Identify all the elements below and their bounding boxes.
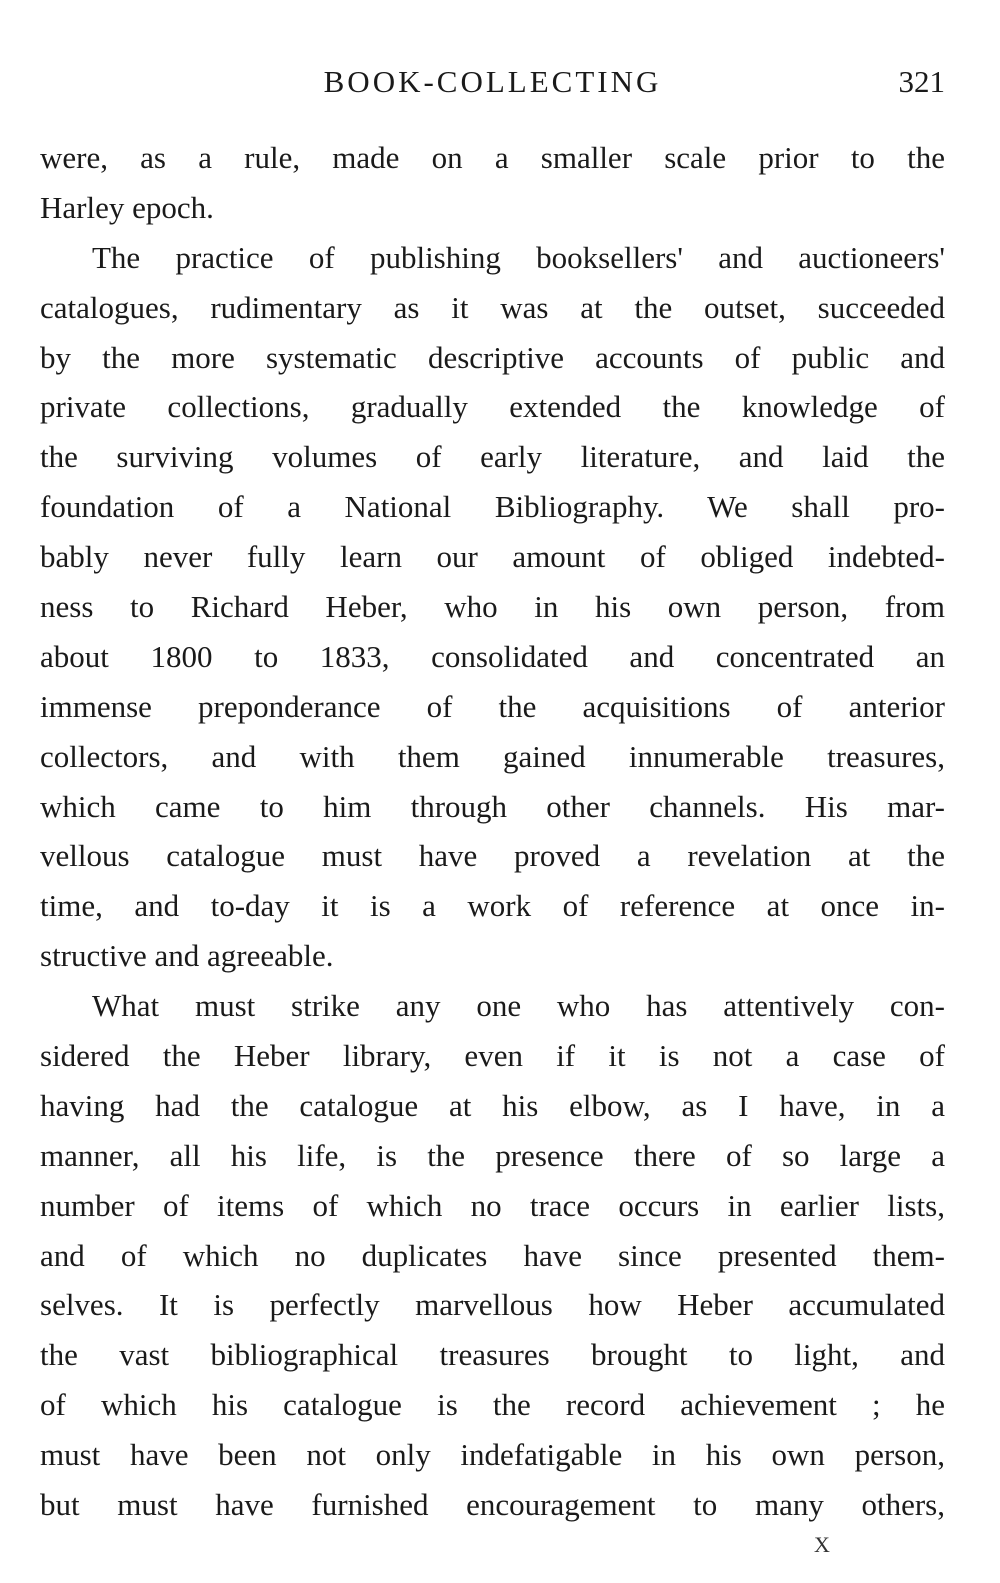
text-line: collectors, and with them gained innumerable treasures, bbox=[40, 738, 945, 774]
text-line: Harley epoch. bbox=[40, 189, 214, 225]
text-line: and of which no duplicates have since presented them- bbox=[40, 1237, 945, 1273]
text-line: were, as a rule, made on a smaller scale prior to the bbox=[40, 140, 945, 175]
text-line: which came to him through other channels. His mar- bbox=[40, 788, 945, 824]
text-line: the surviving volumes of early literature, and laid the bbox=[40, 439, 945, 475]
paragraph-first-line: What must strike any one who has attentively con- bbox=[92, 988, 945, 1024]
text-line: must have been not only indefatigable in his own person, bbox=[40, 1437, 945, 1473]
text-line: of which his catalogue is the record achievement ; he bbox=[40, 1387, 945, 1423]
text-line: vellous catalogue must have proved a revelation at the bbox=[40, 838, 945, 874]
text-line: structive and agreeable. bbox=[40, 938, 334, 974]
page-number: 321 bbox=[898, 64, 945, 99]
text-line: having had the catalogue at his elbow, as I have, in a bbox=[40, 1087, 945, 1123]
paragraph-first-line: The practice of publishing booksellers' and auctioneers' bbox=[92, 239, 945, 275]
text-line: but must have furnished encouragement to many others, bbox=[40, 1487, 945, 1523]
text-line: catalogues, rudimentary as it was at the outset, succeeded bbox=[40, 289, 945, 325]
text-line: sidered the Heber library, even if it is not a case of bbox=[40, 1038, 945, 1074]
signature-mark: X bbox=[814, 1532, 830, 1557]
text-line: private collections, gradually extended the knowledge of bbox=[40, 389, 945, 425]
body-text bbox=[40, 133, 945, 1530]
text-line: time, and to-day it is a work of reference at once in- bbox=[40, 888, 945, 924]
text-line: ness to Richard Heber, who in his own person, from bbox=[40, 589, 945, 625]
text-line: about 1800 to 1833, consolidated and concentrated an bbox=[40, 638, 945, 674]
text-line: manner, all his life, is the presence there of so large a bbox=[40, 1137, 945, 1173]
running-title: BOOK-COLLECTING bbox=[323, 64, 662, 99]
text-line: number of items of which no trace occurs in earlier lists, bbox=[40, 1187, 945, 1223]
text-line: selves. It is perfectly marvellous how Heber accumulated bbox=[40, 1287, 945, 1323]
text-line: bably never fully learn our amount of obliged indebted- bbox=[40, 539, 945, 575]
text-line: the vast bibliographical treasures brought to light, and bbox=[40, 1337, 945, 1373]
running-head bbox=[40, 62, 945, 102]
text-line: foundation of a National Bibliography. We shall pro- bbox=[40, 489, 945, 525]
text-line: immense preponderance of the acquisitions of anterior bbox=[40, 688, 945, 724]
text-line: by the more systematic descriptive accounts of public and bbox=[40, 339, 945, 375]
